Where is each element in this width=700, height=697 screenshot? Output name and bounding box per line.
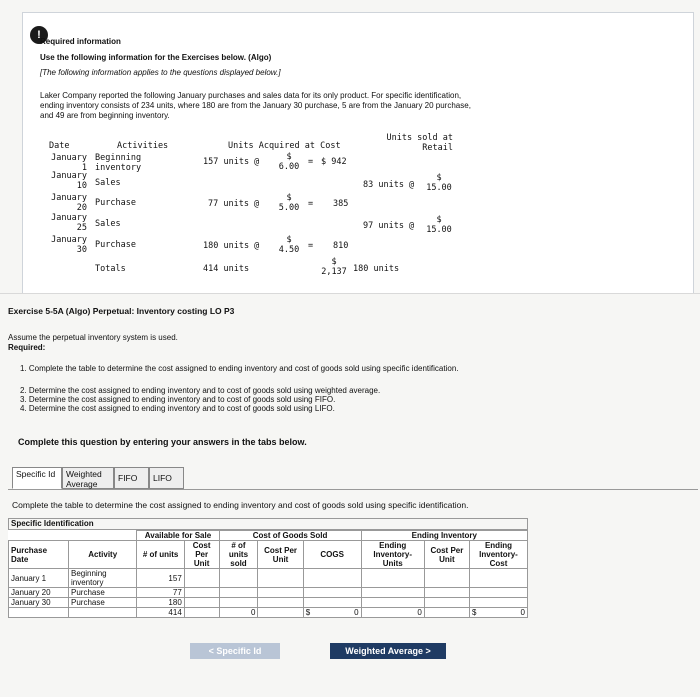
- row-activity: Purchase: [69, 588, 137, 598]
- answer-table: [8, 530, 528, 618]
- required-item: 2. Determine the cost assigned to ending inventory and to cost of goods sold using weighted average.: [20, 386, 381, 395]
- table-row: [9, 598, 528, 608]
- row-date: January 1: [9, 569, 69, 588]
- row-units: 180: [137, 598, 184, 608]
- col-activities: Activities: [117, 141, 169, 151]
- header-activity: Activity: [69, 541, 137, 569]
- total-end-cost-value: 0: [520, 608, 525, 617]
- required-info-card: [22, 12, 694, 294]
- units-sold-input[interactable]: [219, 598, 258, 608]
- row-date: January 1: [51, 153, 87, 173]
- row-date: January 10: [51, 171, 87, 191]
- required-info-paragraph: Laker Company reported the following January purchases and sales data for its only product. For specific identification, ending inventory consists of 234 units, where 180 are from the January 30 purchase, 5 are from the January 20 purchase, and 49 are from beginning inventory.: [40, 91, 471, 120]
- tab-specific-id[interactable]: Specific Id: [12, 467, 62, 489]
- row-total: 385: [333, 199, 349, 209]
- prev-tab-button[interactable]: < Specific Id: [190, 643, 280, 659]
- complete-instruction: Complete this question by entering your answers in the tabs below.: [18, 437, 307, 447]
- tab-lifo[interactable]: LIFO: [149, 467, 184, 489]
- total-end-units: 0: [361, 608, 424, 618]
- table-row: [9, 588, 528, 598]
- required-item: 3. Determine the cost assigned to ending inventory and to cost of goods sold using FIFO.: [20, 395, 336, 404]
- row-activity: Purchase: [95, 240, 136, 250]
- divider: [0, 293, 700, 294]
- row-date: January 30: [51, 235, 87, 255]
- row-cost: $ 5.00: [278, 193, 300, 213]
- row-units: 157: [137, 569, 184, 588]
- tab-weighted-average[interactable]: Weighted Average: [62, 467, 114, 489]
- header-end-units: Ending Inventory- Units: [361, 541, 424, 569]
- row-units: 180 units @: [203, 241, 260, 251]
- alert-icon: !: [30, 26, 48, 44]
- exercise-title: Exercise 5-5A (Algo) Perpetual: Inventory costing LO P3: [8, 306, 235, 316]
- totals-row: [9, 608, 528, 618]
- header-end-cpu: Cost Per Unit: [424, 541, 469, 569]
- cost-input[interactable]: [184, 598, 219, 608]
- group-available: Available for Sale: [137, 531, 219, 541]
- required-item: 4. Determine the cost assigned to ending inventory and to cost of goods sold using LIFO.: [20, 404, 335, 413]
- row-activity: Sales: [95, 219, 121, 229]
- end-cost-cell: [470, 588, 528, 598]
- row-cost: $ 4.50: [278, 235, 300, 255]
- cost-input[interactable]: [184, 569, 219, 588]
- row-eq: =: [308, 199, 314, 209]
- row-activity: Beginning inventory: [69, 569, 137, 588]
- total-end-cost: [470, 608, 528, 618]
- table-row: [9, 569, 528, 588]
- row-date: January 30: [9, 598, 69, 608]
- row-units: 77: [137, 588, 184, 598]
- units-sold-input[interactable]: [219, 588, 258, 598]
- row-date: January 20: [51, 193, 87, 213]
- tab-instruction: Complete the table to determine the cost assigned to ending inventory and cost of goods sold using specific identification.: [12, 500, 469, 510]
- row-activity: Beginning inventory: [95, 153, 142, 173]
- cost-input[interactable]: [184, 588, 219, 598]
- currency-symbol: $: [472, 608, 477, 617]
- required-info-title: Required information: [40, 37, 121, 46]
- next-tab-button[interactable]: Weighted Average >: [330, 643, 446, 659]
- row-sold: 83 units @: [363, 180, 415, 190]
- header-units-sold: # of units sold: [219, 541, 258, 569]
- cogs-cpu-input[interactable]: [258, 569, 303, 588]
- row-cost: $ 6.00: [278, 152, 300, 172]
- end-cpu-input[interactable]: [424, 598, 469, 608]
- end-units-input[interactable]: [361, 588, 424, 598]
- required-item: 1. Complete the table to determine the cost assigned to ending inventory and cost of goods sold using specific identification.: [20, 364, 459, 373]
- end-cost-cell: [470, 598, 528, 608]
- header-cost-per-unit: Cost Per Unit: [184, 541, 219, 569]
- currency-symbol: $: [305, 608, 311, 617]
- total-units-sold: 0: [219, 608, 258, 618]
- header-end-cost: Ending Inventory- Cost: [470, 541, 528, 569]
- totals-cost: $ 2,137: [321, 257, 347, 277]
- cogs-cpu-input[interactable]: [258, 598, 303, 608]
- cogs-cell: [303, 588, 361, 598]
- end-cpu-input[interactable]: [424, 588, 469, 598]
- row-units: 157 units @: [203, 157, 260, 167]
- row-eq: =: [308, 157, 314, 167]
- totals-units: 414 units: [203, 264, 250, 274]
- totals-label: Totals: [95, 264, 126, 274]
- row-activity: Sales: [95, 178, 121, 188]
- row-units: 77 units @: [208, 199, 260, 209]
- required-info-subtitle: Use the following information for the Exercises below. (Algo): [40, 53, 272, 62]
- group-ending: Ending Inventory: [361, 531, 527, 541]
- row-total: $ 942: [321, 157, 347, 167]
- required-label: Required:: [8, 343, 46, 352]
- col-units-acquired: Units Acquired at Cost: [228, 141, 341, 151]
- header-cogs: COGS: [303, 541, 361, 569]
- header-units: # of units: [137, 541, 184, 569]
- cogs-cell: [303, 598, 361, 608]
- row-sold: 97 units @: [363, 221, 415, 231]
- units-sold-input[interactable]: [219, 569, 258, 588]
- row-activity: Purchase: [95, 198, 136, 208]
- row-date: January 20: [9, 588, 69, 598]
- end-units-input[interactable]: [361, 598, 424, 608]
- tab-divider: [8, 489, 698, 490]
- end-cost-cell: [470, 569, 528, 588]
- row-activity: Purchase: [69, 598, 137, 608]
- header-cogs-cpu: Cost Per Unit: [258, 541, 303, 569]
- assume-text: Assume the perpetual inventory system is used.: [8, 333, 178, 342]
- row-total: 810: [333, 241, 349, 251]
- total-units: 414: [137, 608, 184, 618]
- row-date: January 25: [51, 213, 87, 233]
- required-info-note: [The following information applies to the questions displayed below.]: [40, 68, 281, 77]
- header-date: Purchase Date: [9, 541, 69, 569]
- row-retail: $ 15.00: [426, 173, 452, 193]
- table-caption: Specific Identification: [8, 518, 528, 530]
- col-units-sold: Units sold at Retail: [386, 133, 453, 153]
- group-cogs: Cost of Goods Sold: [219, 531, 361, 541]
- totals-sold: 180 units: [353, 264, 400, 274]
- row-eq: =: [308, 241, 314, 251]
- cogs-cpu-input[interactable]: [258, 588, 303, 598]
- cogs-cell: [303, 569, 361, 588]
- total-cogs-value: 0: [354, 608, 359, 617]
- end-units-input[interactable]: [361, 569, 424, 588]
- col-date: Date: [49, 141, 70, 151]
- row-retail: $ 15.00: [426, 215, 452, 235]
- end-cpu-input[interactable]: [424, 569, 469, 588]
- tab-fifo[interactable]: FIFO: [114, 467, 149, 489]
- total-cogs: [303, 608, 361, 618]
